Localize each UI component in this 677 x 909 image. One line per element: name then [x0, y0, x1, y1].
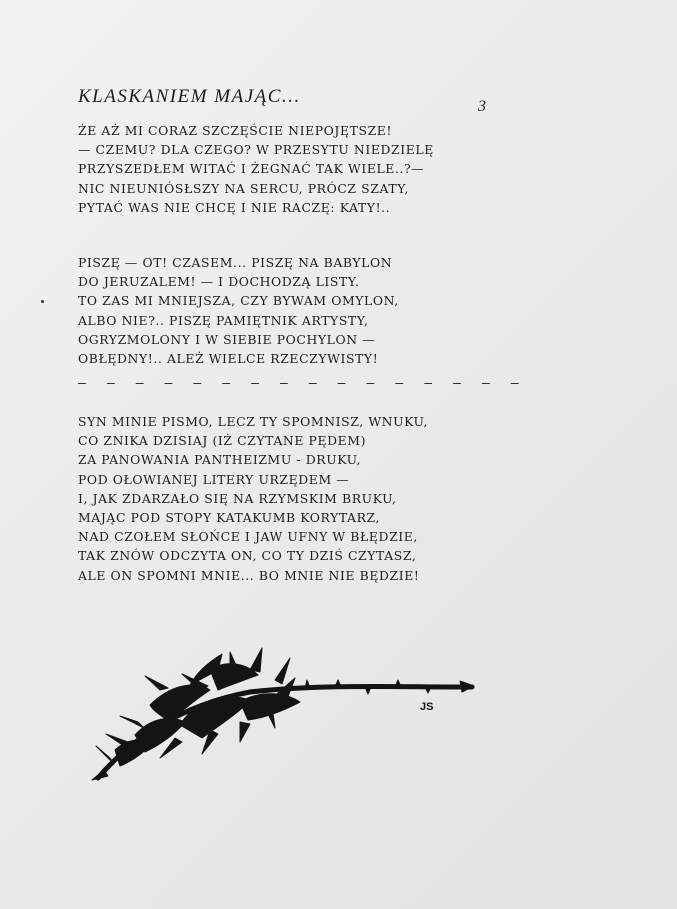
verse-line: NIC NIEUNIÓSŁSZY NA SERCU, PRÓCZ SZATY, — [78, 180, 409, 196]
section-separator: — — — — — — — — — — — — — — — — — [78, 376, 526, 391]
stanza-1 — [78, 121, 434, 217]
verse-line: — CZEMU? DLA CZEGO? W PRZESYTU NIEDZIELĘ — [78, 142, 434, 158]
thorny-branch-icon — [90, 630, 480, 790]
verse-line: SYN MINIE PISMO, LECZ TY SPOMNISZ, WNUKU, — [78, 414, 428, 429]
verse-line: PISZĘ — OT! CZASEM... PISZĘ NA BABYLON — [78, 255, 393, 270]
verse-line: PRZYSZEDŁEM WITAĆ I ŻEGNAĆ TAK WIELE..?— — [78, 161, 425, 177]
verse-line: DO JERUZALEM! — I DOCHODZĄ LISTY. — [78, 274, 360, 290]
verse-line: POD OŁOWIANEJ LITERY URZĘDEM — — [78, 471, 350, 487]
verse-line: CO ZNIKA DZISIAJ (IŻ CZYTANE PĘDEM) — [78, 433, 367, 449]
verse-line: ZA PANOWANIA PANTHEIZMU - DRUKU, — [78, 452, 362, 468]
verse-line: MAJĄC POD STOPY KATAKUMB KORYTARZ, — [78, 510, 381, 526]
verse-line: OBŁĘDNY!.. ALEŻ WIELCE RZECZYWISTY! — [78, 351, 379, 367]
verse-line: PYTAĆ WAS NIE CHCĘ I NIE RACZĘ: KATY!.. — [78, 199, 391, 215]
verse-line: OGRYZMOLONY I W SIEBIE POCHYLON — — [78, 331, 376, 347]
stanza-2 — [78, 253, 399, 368]
verse-line: ŻE AŻ MI CORAZ SZCZĘŚCIE NIEPOJĘTSZE! — [78, 123, 393, 138]
verse-line: TO ZAS MI MNIEJSZA, CZY BYWAM OMYLON, — [78, 293, 399, 309]
verse-line: NAD CZOŁEM SŁOŃCE I JAW UFNY W BŁĘDZIE, — [78, 529, 418, 545]
verse-line: TAK ZNÓW ODCZYTA ON, CO TY DZIŚ CZYTASZ, — [78, 548, 417, 564]
stanza-3 — [78, 412, 428, 585]
stray-dot — [41, 300, 44, 303]
verse-line: ALBO NIE?.. PISZĘ PAMIĘTNIK ARTYSTY, — [78, 312, 369, 328]
poem-title: KLASKANIEM MAJĄC... — [78, 86, 301, 107]
verse-line: ALE ON SPOMNI MNIE... BO MNIE NIE BĘDZIE! — [78, 567, 420, 583]
artist-monogram: JS — [420, 701, 434, 713]
verse-line: I, JAK ZDARZAŁO SIĘ NA RZYMSKIM BRUKU, — [78, 490, 397, 506]
page-number: 3 — [478, 98, 486, 115]
